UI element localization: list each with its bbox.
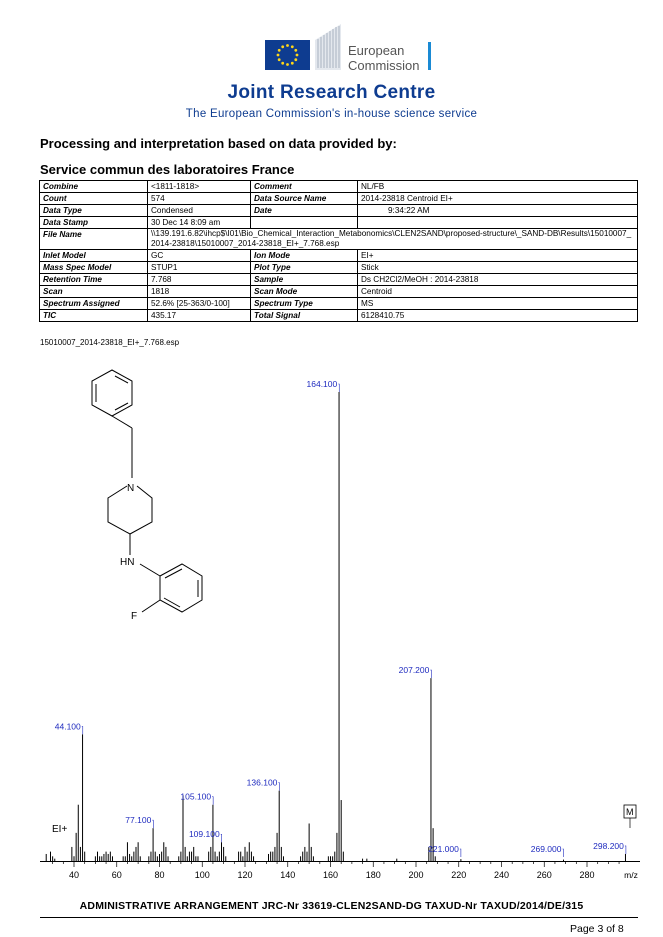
structure-fluorine-label: F <box>131 611 138 622</box>
cell-value: 52.6% [25-363/0-100] <box>148 298 251 310</box>
cell-key: TIC <box>40 310 148 322</box>
cell-key: Scan Mode <box>251 286 358 298</box>
peak-label: 221.000 <box>428 844 459 854</box>
peak-label-leader <box>338 384 339 392</box>
peak-label: 44.100 <box>54 721 81 732</box>
cell-key: Retention Time <box>40 274 148 286</box>
cell-key: Scan <box>40 286 148 298</box>
peak-label: 105.100 <box>180 791 212 802</box>
peak-label: 298.200 <box>593 840 624 851</box>
info-table <box>39 180 638 322</box>
org-line-1: European <box>348 43 405 58</box>
x-tick-label: 220 <box>451 870 467 880</box>
table-row <box>40 217 638 229</box>
cell-key: Total Signal <box>251 310 358 322</box>
cell-value: 30 Dec 14 8:09 am <box>148 217 251 229</box>
peak-label-leader <box>562 849 563 857</box>
x-tick-label: 40 <box>68 870 80 880</box>
file-name-value: \\139.191.6.82\ihcp$\I01\Bio_Chemical_Interaction_Metabonomics\CLEN2SAND\proposed-structure\_SAND-DB\Results\15010007_2014-23818\15010007_2014-23818_EI+_7.768.esp <box>148 229 638 250</box>
x-axis-label: m/z <box>624 870 638 880</box>
cell-key: Ion Mode <box>251 250 358 262</box>
x-tick-label: 80 <box>154 870 165 880</box>
x-tick-label: 260 <box>536 870 552 880</box>
cell-value: 574 <box>148 193 251 205</box>
table-row <box>40 262 638 274</box>
x-tick-label: 240 <box>493 870 510 880</box>
peak-label-leader <box>625 846 626 854</box>
eu-flag-logo <box>265 40 310 70</box>
cell-value: MS <box>358 298 638 310</box>
spectrum-file-label: 15010007_2014-23818_EI+_7.768.esp <box>40 338 180 347</box>
service-heading: Service commun des laboratoires France <box>40 162 295 177</box>
structure-nitrogen-label: N <box>127 483 135 494</box>
cell-key: Spectrum Assigned <box>40 298 148 310</box>
x-tick-label: 180 <box>365 870 381 880</box>
peak-label-leader <box>221 834 222 842</box>
table-row <box>40 298 638 310</box>
peak-label-leader <box>278 783 279 791</box>
x-axis <box>40 861 640 880</box>
table-row <box>40 286 638 298</box>
table-row <box>40 205 638 217</box>
cell-value: STUP1 <box>148 262 251 274</box>
peak-label: 207.200 <box>398 665 430 676</box>
molecule-structure <box>92 370 202 612</box>
cell-value: Stick <box>358 262 638 274</box>
table-row <box>40 250 638 262</box>
cell-key: Mass Spec Model <box>40 262 148 274</box>
peak-label-leader <box>152 820 153 828</box>
cell-value: Ds CH2Cl2/MeOH : 2014-23818 <box>358 274 638 286</box>
cell-value: NL/FB <box>358 181 638 193</box>
berlaymont-building-icon <box>313 22 343 72</box>
x-tick-label: 280 <box>579 870 595 880</box>
cell-value: Condensed <box>148 205 251 217</box>
cell-key: Spectrum Type <box>251 298 358 310</box>
cell-key: Data Stamp <box>40 217 148 229</box>
cell-key: Plot Type <box>251 262 358 274</box>
eu-stars-icon <box>265 40 310 70</box>
cell-key: Sample <box>251 274 358 286</box>
x-tick-label: 140 <box>280 870 296 880</box>
cell-value: EI+ <box>358 250 638 262</box>
cell-key: Combine <box>40 181 148 193</box>
cell-key: Inlet Model <box>40 250 148 262</box>
page-number: Page 3 of 8 <box>570 923 624 935</box>
cell-value: 9:34:22 AM <box>358 205 638 217</box>
cell-key: Comment <box>251 181 358 193</box>
cell-key: File Name <box>40 229 148 250</box>
cell-key: Data Source Name <box>251 193 358 205</box>
peak-label: 77.100 <box>125 815 152 826</box>
cell-key: Date <box>251 205 358 217</box>
cell-value: GC <box>148 250 251 262</box>
page-subtitle: The European Commission's in-house science service <box>185 108 478 120</box>
spectrum-peaks <box>46 392 625 861</box>
x-tick-label: 60 <box>111 870 122 880</box>
x-tick-label: 200 <box>408 870 424 880</box>
x-tick-label: 160 <box>322 870 339 880</box>
peak-label: 109.100 <box>188 829 220 840</box>
peak-label: 269.000 <box>530 844 562 854</box>
cell-value: 6128410.75 <box>358 310 638 322</box>
cell-value: 435.17 <box>148 310 251 322</box>
peak-label-leader <box>212 797 213 805</box>
cell-empty <box>358 217 638 229</box>
peak-label-leader <box>82 726 83 734</box>
peak-label-leader <box>460 849 461 857</box>
cell-value: Centroid <box>358 286 638 298</box>
mass-spectrum-chart <box>0 350 663 895</box>
cell-value: <1811-1818> <box>148 181 251 193</box>
cell-key: Count <box>40 193 148 205</box>
table-row <box>40 310 638 322</box>
footer-divider <box>40 917 638 918</box>
cell-value: 7.768 <box>148 274 251 286</box>
cell-empty <box>251 217 358 229</box>
x-tick-label: 100 <box>194 870 210 880</box>
processing-heading: Processing and interpretation based on data provided by: <box>40 136 397 151</box>
logo-accent-bar <box>428 42 431 70</box>
structure-amine-label: HN <box>120 557 135 568</box>
table-row <box>40 274 638 286</box>
x-tick-label: 120 <box>237 870 253 880</box>
peak-label: 136.100 <box>246 777 278 788</box>
peak-label: 164.100 <box>306 379 338 389</box>
cell-value: 2014-23818 Centroid EI+ <box>358 193 638 205</box>
european-commission-wordmark <box>348 43 420 73</box>
ion-mode-label: EI+ <box>52 824 68 835</box>
peak-label-leader <box>430 670 431 678</box>
molecular-ion-marker: M <box>626 807 634 817</box>
administrative-arrangement: ADMINISTRATIVE ARRANGEMENT JRC-Nr 33619-CLEN2SAND-DG TAXUD-Nr TAXUD/2014/DE/315 <box>79 900 584 912</box>
table-row <box>40 193 638 205</box>
org-line-2: Commission <box>348 58 420 73</box>
cell-key: Data Type <box>40 205 148 217</box>
table-row <box>40 181 638 193</box>
page-title: Joint Research Centre <box>227 82 436 103</box>
cell-value: 1818 <box>148 286 251 298</box>
table-row <box>40 229 638 250</box>
peak-labels <box>55 379 626 857</box>
